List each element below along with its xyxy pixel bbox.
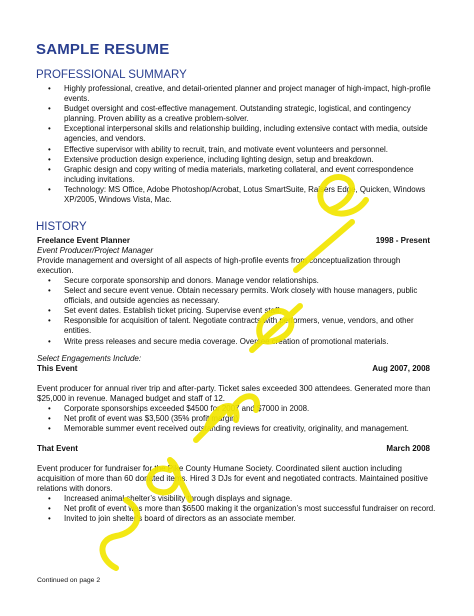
list-item: • Responsible for acquisition of talent. Negotiate contracts with performers, venue, vendors, and other entities. (48, 316, 440, 336)
summary-list (48, 84, 440, 205)
event2-date: March 2008 (386, 444, 430, 453)
list-item: • Set event dates. Establish ticket pricing. Supervise event staff. (48, 306, 440, 316)
list-item: • Highly professional, creative, and detail-oriented planner and project manager of high-impact, high-profile events. (48, 84, 440, 104)
event2-description: Event producer for fundraiser for the Pike County Humane Society. Coordinated silent auction including acquisition of more than 60 donated items. Hired 3 DJs for event and negotiated contracts. Maintained positive relations with donors. (37, 464, 428, 494)
list-item: • Effective supervisor with ability to recruit, train, and motivate event volunteers and personnel. (48, 145, 440, 155)
event1-description: Event producer for annual river trip and after-party. Ticket sales exceeded 300 attendees. Generated more than $25,000 in revenue. Managed budget and staff of 12. (37, 384, 431, 404)
list-item: • Write press releases and secure media coverage. Oversee creation of promotional materials. (48, 337, 440, 347)
event2-title: That Event (37, 444, 78, 453)
list-item: • Exceptional interpersonal skills and relationship building, including extensive contact with media, outside agencies, and vendors. (48, 124, 440, 144)
list-item: • Budget oversight and cost-effective management. Outstanding strategic, logistical, and contingency planning. Proven ability as a creative problem-solver. (48, 104, 440, 124)
job-role: Event Producer/Project Manager (37, 246, 154, 255)
list-item: • Invited to join shelter’s board of directors as an associate member. (48, 514, 440, 524)
professional-summary-heading: PROFESSIONAL SUMMARY (36, 69, 187, 81)
event1-list (48, 404, 440, 434)
job-header (37, 236, 430, 246)
list-item: • Extensive production design experience, including lighting design, setup and breakdown. (48, 155, 440, 165)
list-item: • Memorable summer event received outstanding reviews for creativity, originality, and management. (48, 424, 440, 434)
event2-list (48, 494, 440, 524)
resume-title: SAMPLE RESUME (36, 41, 170, 58)
list-item: • Technology: MS Office, Adobe Photoshop/Acrobat, Lotus SmartSuite, Raisers Edge, Quicken, Windows XP/2005, Windows Vista, Mac. (48, 185, 440, 205)
list-item: • Select and secure event venue. Obtain necessary permits. Work closely with house managers, public officials, and outside agencies as necessary. (48, 286, 440, 306)
continued-note: Continued on page 2 (37, 577, 101, 584)
event1-header (37, 364, 430, 374)
job-description: Provide management and oversight of all aspects of high-profile events from conceptualization through execution. (37, 256, 401, 276)
job-title: Freelance Event Planner (37, 236, 130, 245)
event1-date: Aug 2007, 2008 (372, 364, 430, 373)
list-item: • Net profit of event was $3,500 (35% profit margin) (48, 414, 440, 424)
event2-header (37, 444, 430, 454)
list-item: • Net profit of event was more than $6500 making it the organization’s most successful fundraiser on record. (48, 504, 440, 514)
list-item: • Increased animal shelter’s visibility through displays and signage. (48, 494, 440, 504)
event1-title: This Event (37, 364, 78, 373)
select-engagements-label: Select Engagements Include: (37, 354, 142, 363)
job-duties-list (48, 276, 440, 347)
list-item: • Secure corporate sponsorship and donors. Manage vendor relationships. (48, 276, 440, 286)
history-heading: HISTORY (36, 221, 87, 233)
job-dates: 1998 - Present (375, 236, 430, 245)
list-item: • Graphic design and copy writing of media materials, marketing collateral, and event correspondence including invitations. (48, 165, 440, 185)
list-item: • Corporate sponsorships exceeded $4500 for 2007 and $7000 in 2008. (48, 404, 440, 414)
